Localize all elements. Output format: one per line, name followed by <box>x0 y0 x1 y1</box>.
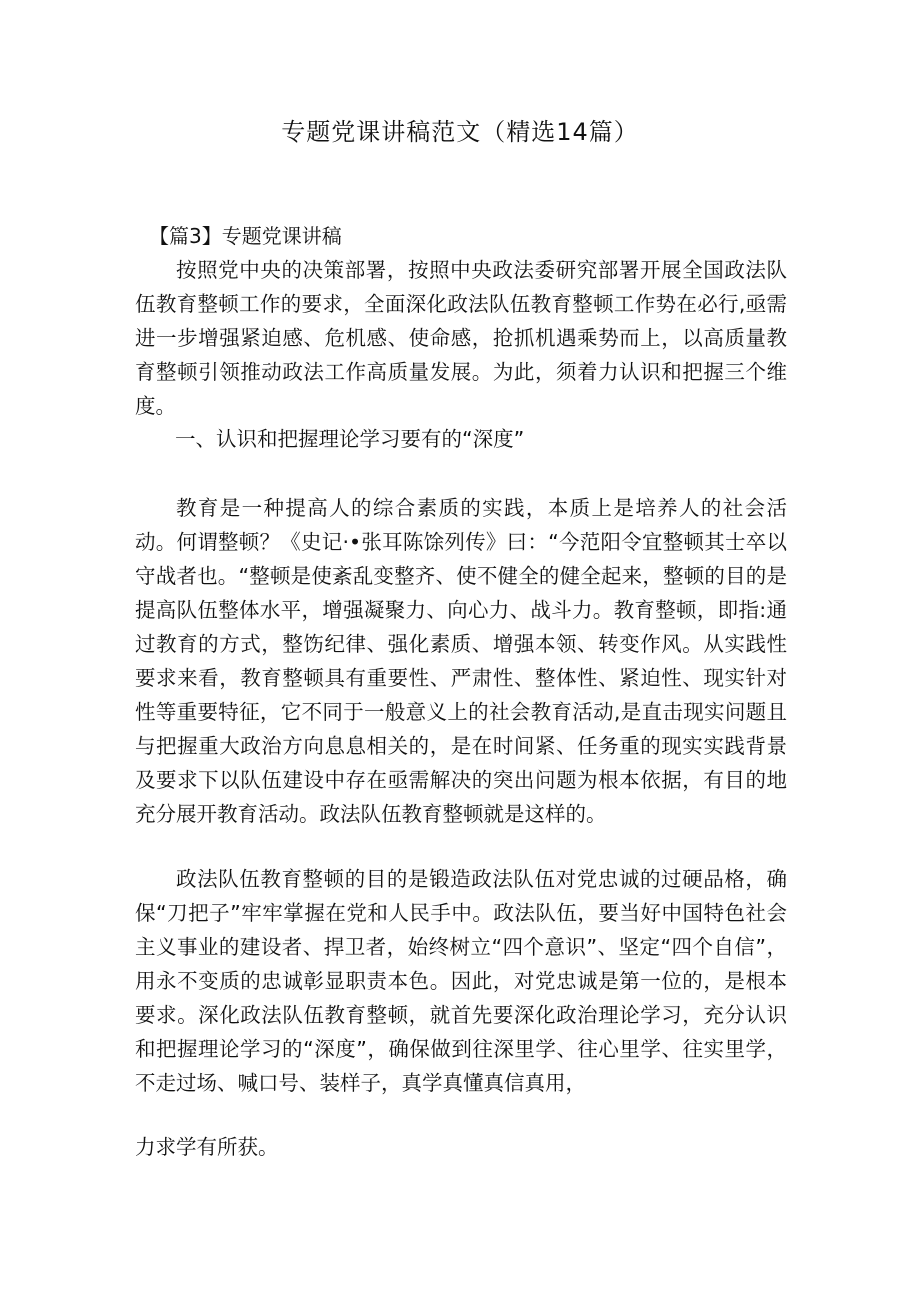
document-title: 专题党课讲稿范文（精选14篇） <box>281 118 639 146</box>
paragraph-text: 教育是一种提高人的综合素质的实践，本质上是培养人的社会活动。何谓整顿？《史记·•张耳陈馀列传》曰：“今范阳令宜整顿其士卒以守战者也。“整顿是使紊乱变整齐、使不健全的健全起来，整顿的目的是提高队伍整体水平，增强凝聚力、向心力、战斗力。教育整顿，即指:通过教育的方式，整饬纪律、强化素质、增强本领、转变作风。从实践性要求来看，教育整顿具有重要性、严肃性、整体性、紧迫性、现实针对性等重要特征，它不同于一般意义上的社会教育活动,是直击现实问题且与把握重大政治方向息息相关的，是在时间紧、任务重的现实实践背景及要求下以队伍建设中存在亟需解决的突出问题为根本依据，有目的地充分展开教育活动。政法队伍教育整顿就是这样的。 <box>135 496 787 826</box>
paragraph-text: 力求学有所获。 <box>135 1135 279 1159</box>
section-label: 【篇3】专题党课讲稿 <box>149 224 342 248</box>
paragraph-purpose <box>135 862 787 1100</box>
paragraph-intro <box>135 253 787 423</box>
paragraph-text: 政法队伍教育整顿的目的是锻造政法队伍对党忠诚的过硬品格，确保“刀把子”牢牢掌握在党和人民手中。政法队伍，要当好中国特色社会主义事业的建设者、捍卫者，始终树立“四个意识”、坚定“四个自信”，用永不变质的忠诚彰显职责本色。因此，对党忠诚是第一位的，是根本要求。深化政法队伍教育整顿，就首先要深化政治理论学习，充分认识和把握理论学习的“深度”，确保做到往深里学、往心里学、往实里学，不走过场、喊口号、装样子，真学真懂真信真用， <box>135 867 787 1095</box>
paragraph-education <box>135 491 787 831</box>
section-heading: 一、认识和把握理论学习要有的“深度” <box>175 427 525 451</box>
paragraph-text: 按照党中央的决策部署，按照中央政法委研究部署开展全国政法队伍教育整顿工作的要求，全面深化政法队伍教育整顿工作势在必行,亟需进一步增强紧迫感、危机感、使命感，抢抓机遇乘势而上，以高质量教育整顿引领推动政法工作高质量发展。为此，须着力认识和把握三个维度。 <box>135 258 787 418</box>
paragraph-closing <box>135 1130 787 1164</box>
